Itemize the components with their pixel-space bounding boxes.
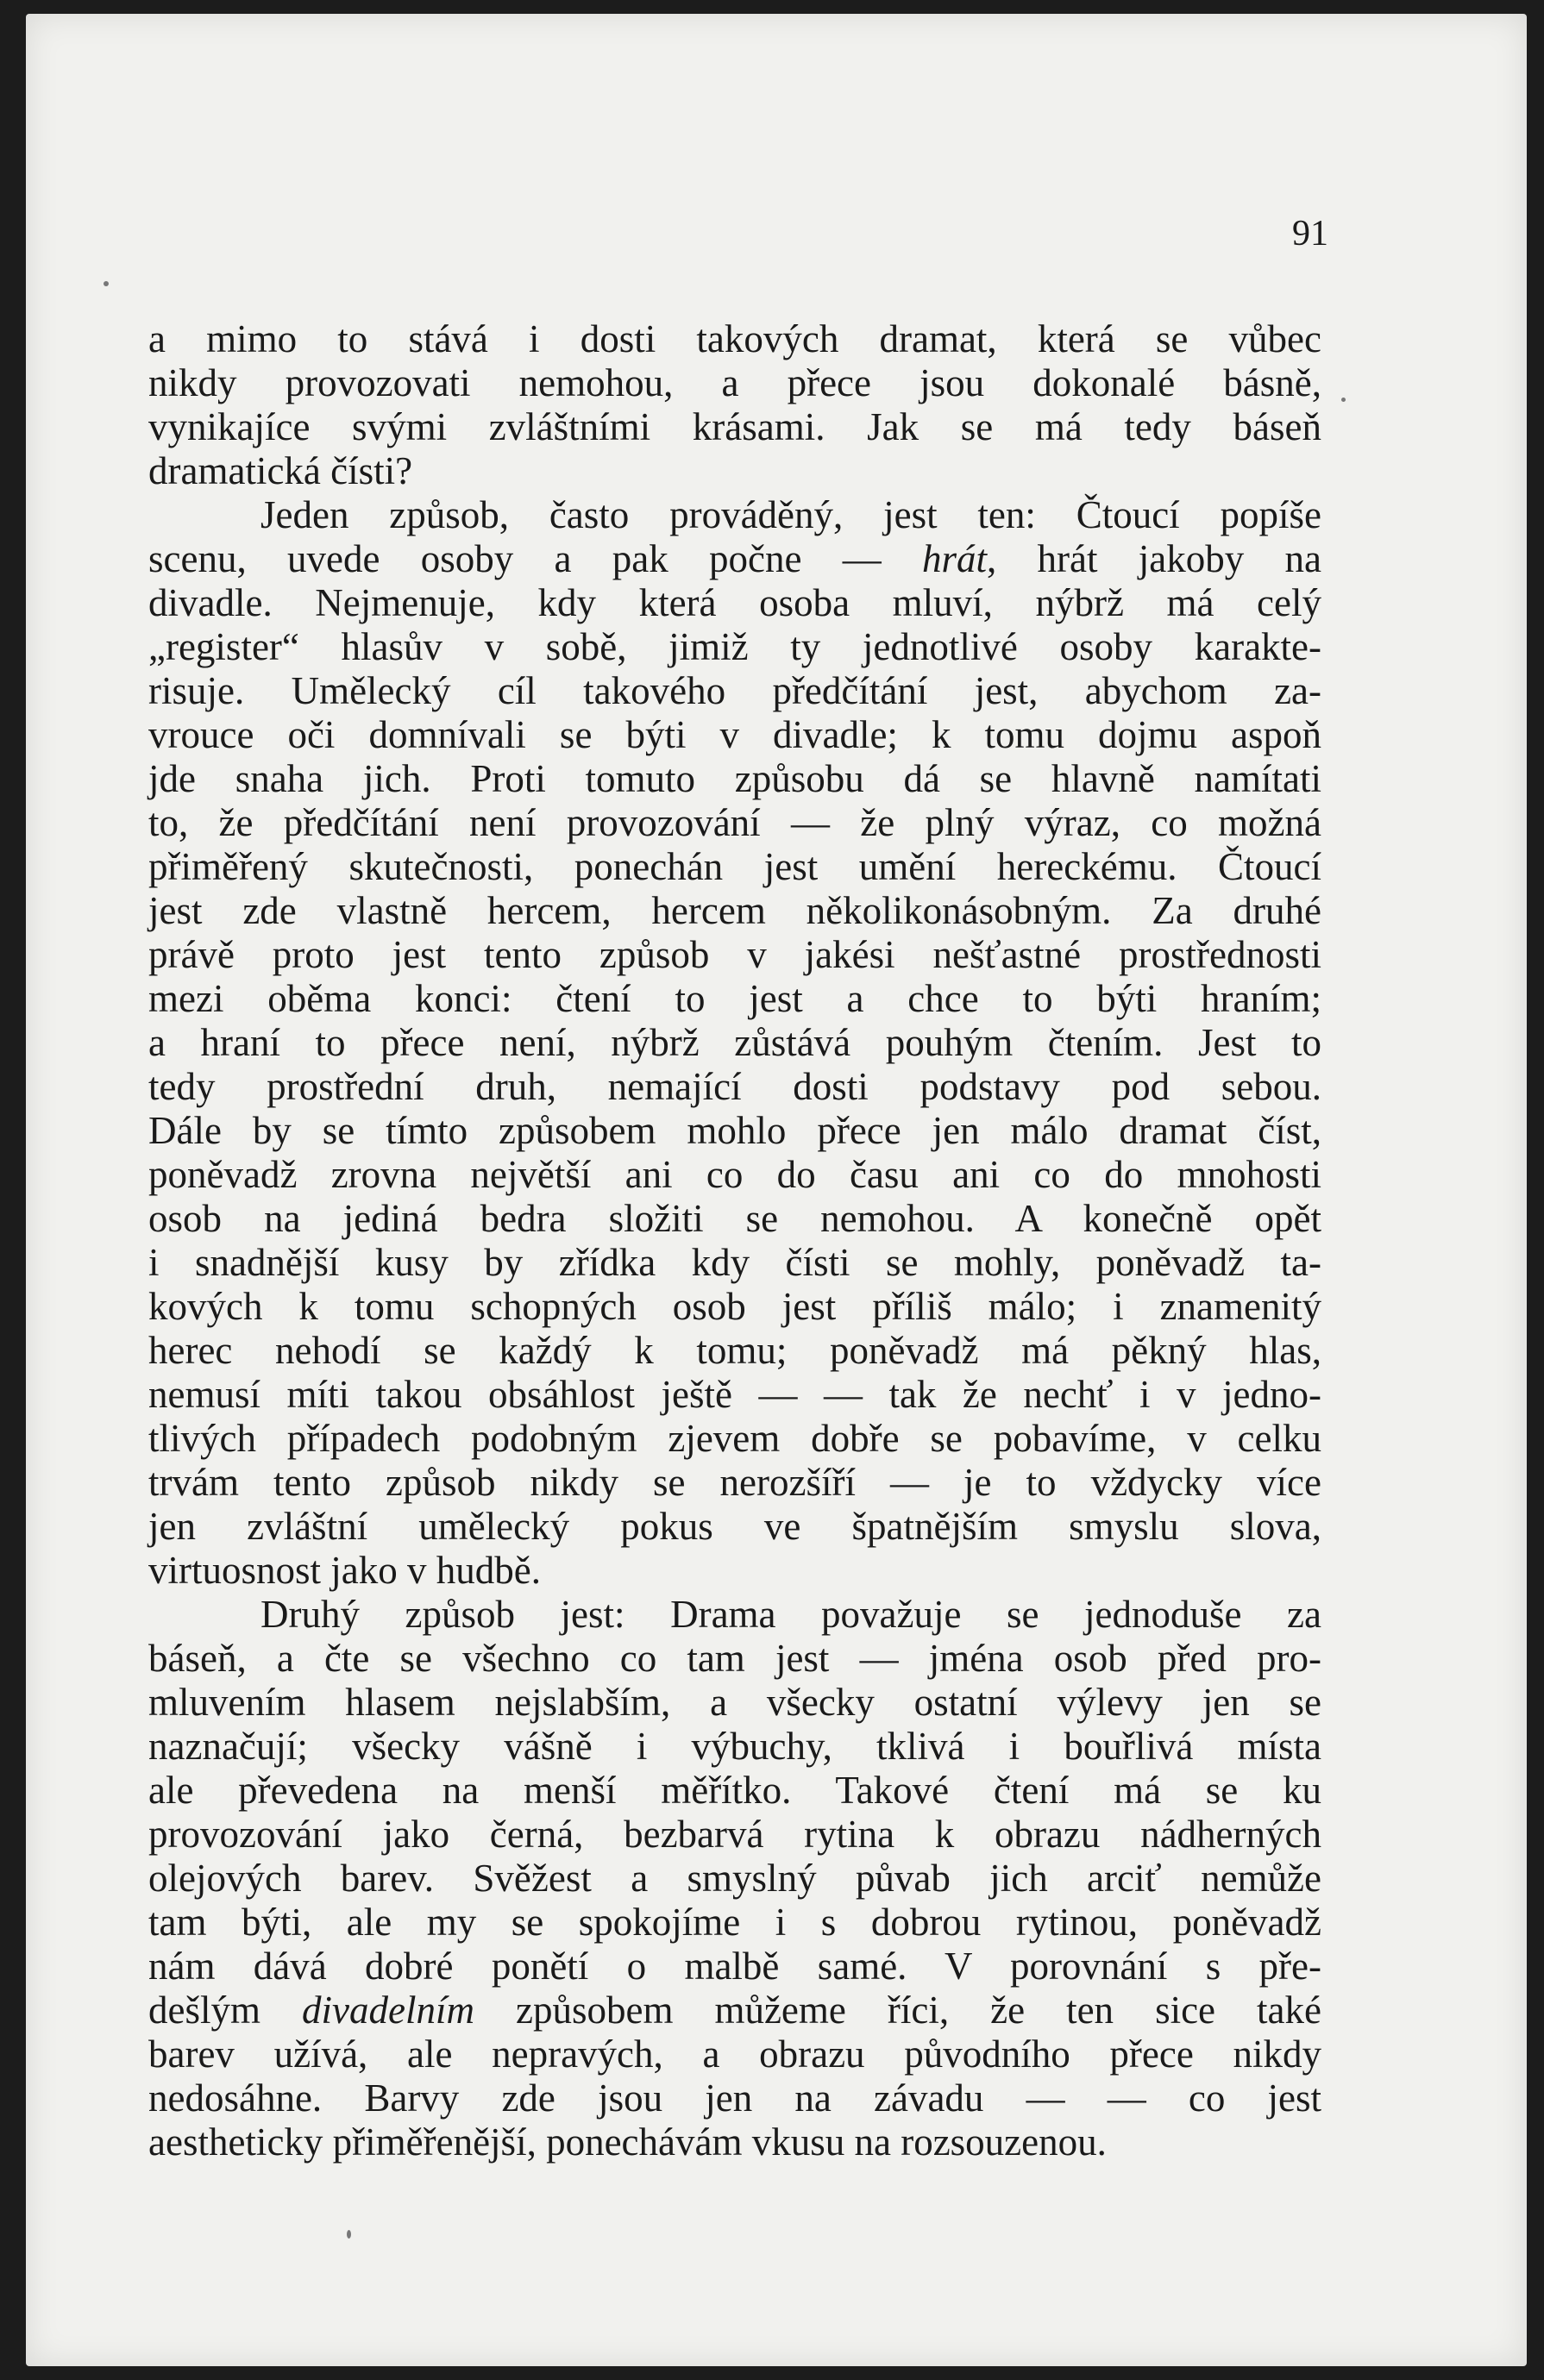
text-line: a hraní to přece není, nýbrž zůstává pouhým čtením. Jest to: [148, 1021, 1321, 1064]
text-line: mezi oběma konci: čtení to jest a chce to býti hraním;: [148, 977, 1321, 1020]
text-line: i snadnější kusy by zřídka kdy čísti se mohly, poněvadž ta-: [148, 1241, 1321, 1284]
text-line: nikdy provozovati nemohou, a přece jsou dokonalé básně,: [148, 361, 1321, 404]
paper-speck: [1341, 398, 1346, 402]
text-line: to, že předčítání není provozování — že plný výraz, co možná: [148, 801, 1321, 844]
text-line: scenu, uvede osoby a pak počne — hrát, hrát jakoby na: [148, 537, 1322, 580]
text-line: právě proto jest tento způsob v jakési nešťastné prostřednosti: [148, 933, 1321, 976]
text-line: aestheticky přiměřenější, ponechávám vkusu na rozsouzenou.: [148, 2120, 1107, 2164]
text-line: barev užívá, ale nepravých, a obrazu původního přece nikdy: [148, 2032, 1321, 2076]
text-line: jde snaha jich. Proti tomuto způsobu dá se hlavně namítati: [148, 757, 1321, 800]
text-line: tlivých případech podobným zjevem dobře se pobavíme, v celku: [148, 1417, 1321, 1460]
text-line: osob na jediná bedra složiti se nemohou. A konečně opět: [148, 1197, 1321, 1240]
text-line: Jeden způsob, často prováděný, jest ten: Čtoucí popíše: [260, 493, 1321, 536]
text-line: olejových barev. Svěžest a smyslný půvab jich arciť nemůže: [148, 1857, 1321, 1900]
text-line: vynikajíce svými zvláštními krásami. Jak se má tedy báseň: [148, 405, 1321, 448]
text-line: mluvením hlasem nejslabším, a všecky ostatní výlevy jen se: [148, 1681, 1321, 1724]
text-line: tedy prostřední druh, nemající dosti podstavy pod sebou.: [148, 1065, 1321, 1108]
text-line: trvám tento způsob nikdy se nerozšíří — je to vždycky více: [148, 1461, 1321, 1504]
body-text: [148, 317, 1321, 2164]
text-line: přiměřený skutečnosti, ponechán jest umění hereckému. Čtoucí: [148, 845, 1321, 888]
text-line: dešlým divadelním způsobem můžeme říci, že ten sice také: [148, 1989, 1321, 2032]
text-line: jen zvláštní umělecký pokus ve špatnějším smyslu slova,: [148, 1505, 1321, 1548]
text-line: báseň, a čte se všechno co tam jest — jména osob před pro-: [148, 1637, 1321, 1680]
text-line: tam býti, ale my se spokojíme i s dobrou rytinou, poněvadž: [148, 1901, 1321, 1944]
paper-speck: [347, 2230, 351, 2239]
text-line: dramatická čísti?: [148, 449, 413, 492]
text-line: „register“ hlasův v sobě, jimiž ty jednotlivé osoby karakte-: [148, 625, 1321, 668]
text-line: vrouce oči domnívali se býti v divadle; k tomu dojmu aspoň: [148, 713, 1321, 756]
text-line: risuje. Umělecký cíl takového předčítání jest, abychom za-: [148, 669, 1321, 712]
text-line: Druhý způsob jest: Drama považuje se jednoduše za: [260, 1593, 1321, 1636]
text-line: Dále by se tímto způsobem mohlo přece jen málo dramat číst,: [148, 1109, 1321, 1152]
text-line: herec nehodí se každý k tomu; poněvadž má pěkný hlas,: [148, 1329, 1321, 1372]
text-line: a mimo to stává i dosti takových dramat, která se vůbec: [148, 317, 1321, 360]
paper-speck: [104, 281, 109, 286]
text-line: jest zde vlastně hercem, hercem několikonásobným. Za druhé: [148, 889, 1321, 932]
text-line: nemusí míti takou obsáhlost ještě — — tak že nechť i v jedno-: [148, 1373, 1321, 1416]
emphasized-word: divadelním: [302, 1989, 474, 2032]
text-line: kových k tomu schopných osob jest příliš málo; i znamenitý: [148, 1285, 1321, 1328]
page-number: 91: [1292, 214, 1328, 254]
text-line: nedosáhne. Barvy zde jsou jen na závadu — — co jest: [148, 2076, 1321, 2120]
emphasized-word: hrát: [922, 537, 988, 580]
text-line: provozování jako černá, bezbarvá rytina k obrazu nádherných: [148, 1813, 1321, 1856]
text-line: nám dává dobré ponětí o malbě samé. V porovnání s pře-: [148, 1945, 1321, 1988]
text-line: poněvadž zrovna největší ani co do času ani co do mnohosti: [148, 1153, 1321, 1196]
text-line: naznačují; všecky vášně i výbuchy, tklivá i bouřlivá místa: [148, 1725, 1321, 1768]
text-line: ale převedena na menší měřítko. Takové čtení má se ku: [148, 1769, 1321, 1812]
text-line: divadle. Nejmenuje, kdy která osoba mluví, nýbrž má celý: [148, 581, 1321, 624]
book-page: [26, 14, 1527, 2366]
text-line: virtuosnost jako v hudbě.: [148, 1549, 541, 1592]
